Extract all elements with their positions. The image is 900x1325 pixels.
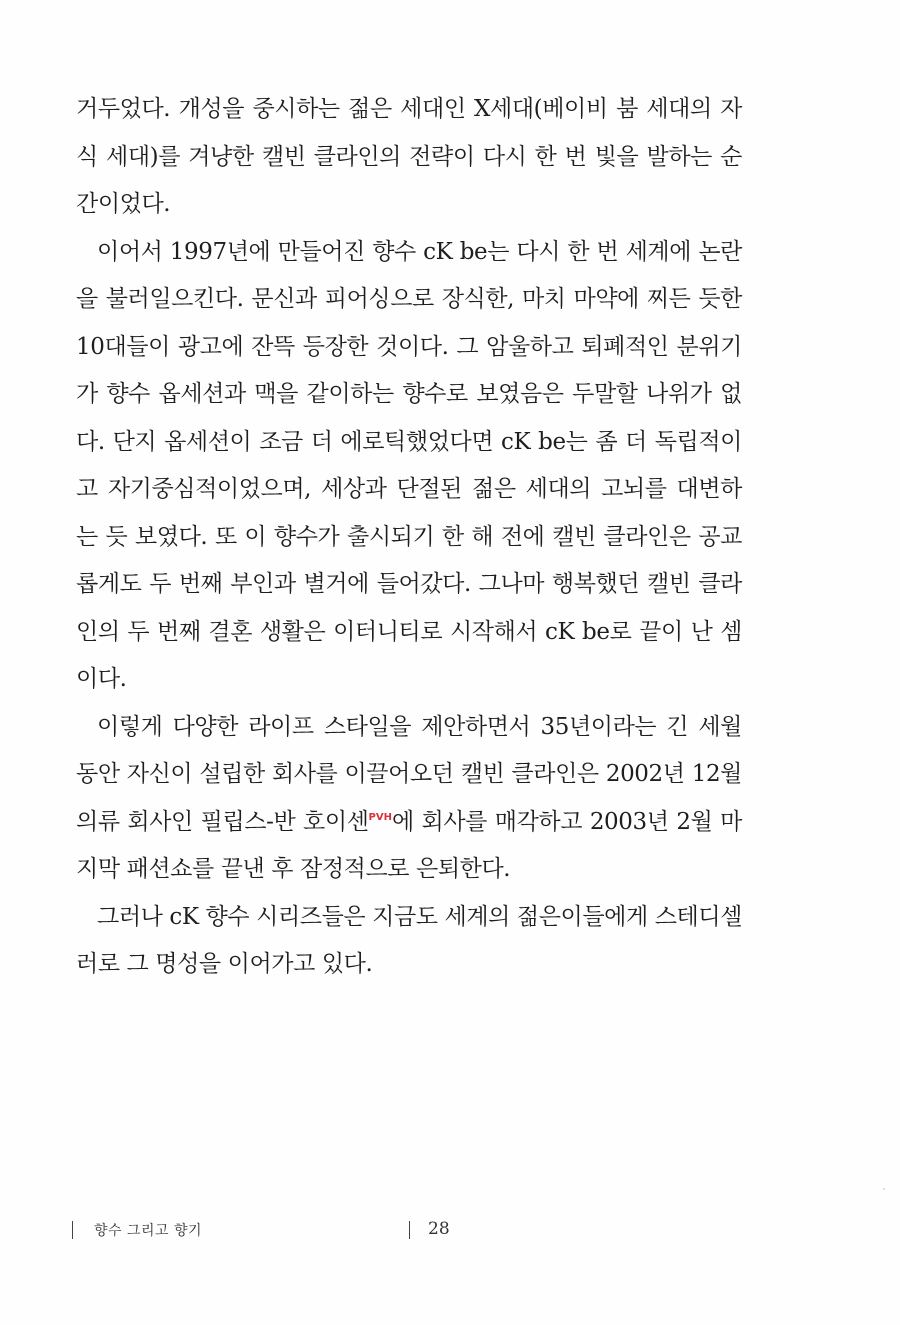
scan-speck — [883, 1188, 885, 1190]
pvh-superscript: PVH — [368, 811, 392, 823]
footer-divider-right — [409, 1221, 410, 1239]
body-text — [76, 86, 742, 989]
paragraph-3-text-after: 에 회사를 매각하고 2003년 2월 마지막 패션쇼를 끝낸 후 잠정적으로 은퇴한다. — [76, 808, 742, 882]
paragraph-2: 이어서 1997년에 만들어진 향수 cK be는 다시 한 번 세계에 논란을 불러일으킨다. 문신과 피어싱으로 장식한, 마치 마약에 찌든 듯한 10대들이 광고에 잔뜩 등장한 것이다. 그 암울하고 퇴폐적인 분위기가 향수 옵세션과 맥을 같이하는 향수로 보였음은 두말할 나위가 없다. 단지 옵세션이 조금 더 에로틱했었다면 cK be는 좀 더 독립적이고 자기중심적이었으며, 세상과 단절된 젊은 세대의 고뇌를 대변하는 듯 보였다. 또 이 향수가 출시되기 한 해 전에 캘빈 클라인은 공교롭게도 두 번째 부인과 별거에 들어갔다. 그나마 행복했던 캘빈 클라인의 두 번째 결혼 생활은 이터니티로 시작해서 cK be로 끝이 난 셈이다. — [76, 238, 742, 692]
footer-divider-left — [72, 1221, 73, 1239]
page-number: 28 — [428, 1219, 450, 1239]
paragraph-4: 그러나 cK 향수 시리즈들은 지금도 세계의 젊은이들에게 스테디셀러로 그 명성을 이어가고 있다. — [76, 903, 742, 977]
paragraph-3-text-before: 이렇게 다양한 라이프 스타일을 제안하면서 35년이라는 긴 세월 동안 자신이 설립한 회사를 이끌어오던 캘빈 클라인은 2002년 12월 의류 회사인 필립스-반 호이센 — [76, 713, 742, 835]
paragraph-3 — [76, 704, 742, 894]
paragraph-1: 거두었다. 개성을 중시하는 젊은 세대인 X세대(베이비 붐 세대의 자식 세대)를 겨냥한 캘빈 클라인의 전략이 다시 한 번 빛을 발하는 순간이었다. — [76, 96, 742, 217]
footer-book-title: 향수 그리고 향기 — [94, 1223, 203, 1239]
